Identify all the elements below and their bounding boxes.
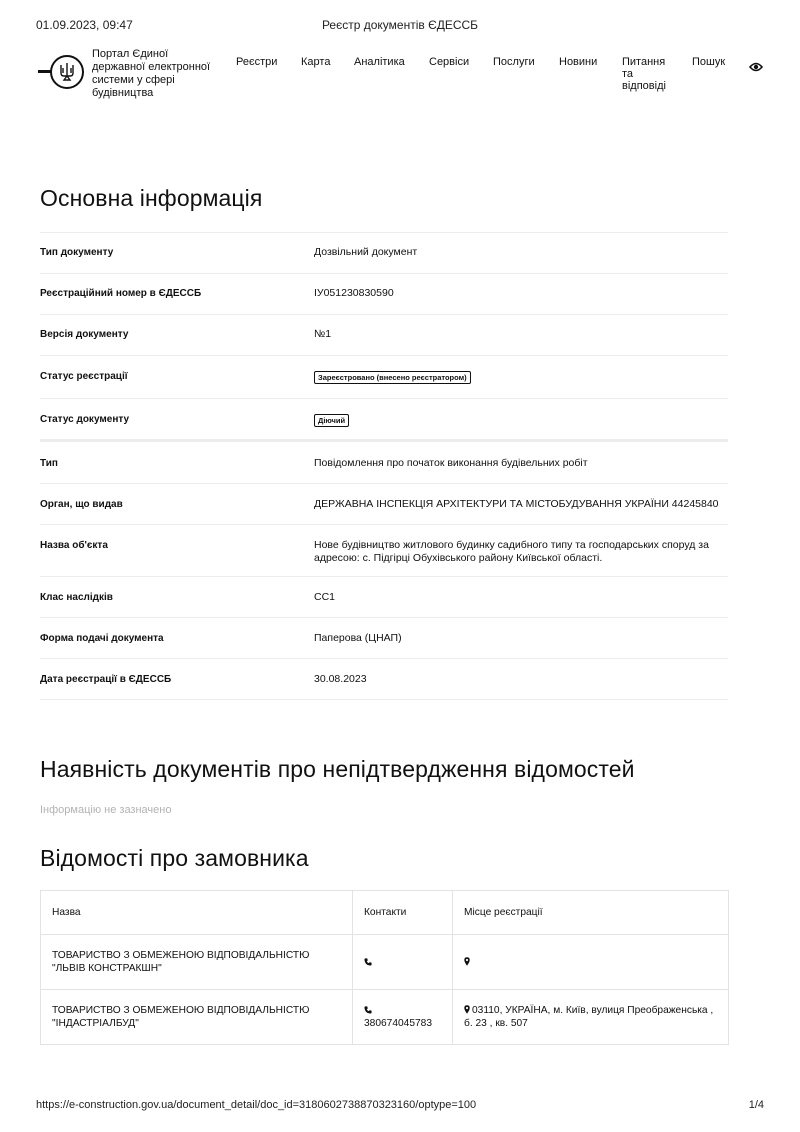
main-info-title: Основна інформація — [40, 185, 263, 211]
info-row — [40, 484, 728, 525]
info-value: Повідомлення про початок виконання будівельних робіт — [314, 457, 588, 469]
customer-place-cell — [453, 990, 729, 1045]
nav-news[interactable]: Новини — [559, 56, 598, 68]
non-confirmation-title: Наявність документів про непідтвердження відомостей — [40, 756, 635, 782]
info-value: 30.08.2023 — [314, 673, 367, 685]
print-title: Реєстр документів ЄДЕССБ — [321, 18, 479, 32]
table-row — [41, 935, 729, 990]
info-value: ІУ051230830590 — [314, 287, 394, 299]
info-value — [314, 371, 726, 384]
column-header-contacts: Контакти — [353, 891, 453, 935]
info-value: СС1 — [314, 591, 336, 603]
nav-search[interactable]: Пошук — [692, 56, 726, 68]
info-label: Тип документу — [40, 247, 114, 258]
print-footer — [36, 1099, 764, 1115]
print-url: https://e-construction.gov.ua/document_detail/doc_id=3180602738870323160/optype=100 — [36, 1099, 477, 1111]
map-pin-icon — [464, 1005, 470, 1014]
customer-contact-cell — [353, 990, 453, 1045]
info-label: Дата реєстрації в ЄДЕССБ — [40, 674, 172, 685]
column-header-registration-place: Місце реєстрації — [453, 891, 729, 935]
map-pin-icon — [464, 957, 470, 966]
site-header — [0, 48, 800, 108]
info-row — [40, 399, 728, 442]
portal-logo[interactable] — [38, 55, 86, 89]
nav-faq[interactable]: Питання та відповіді — [622, 56, 666, 92]
nav-analytics[interactable]: Аналітика — [354, 56, 405, 68]
nav-registries[interactable]: Реєстри — [236, 56, 278, 68]
info-row — [40, 525, 728, 577]
customer-contact-cell — [353, 935, 453, 990]
info-value: Дозвільний документ — [314, 246, 418, 258]
table-header-row — [41, 891, 729, 935]
customer-table — [40, 890, 729, 1045]
info-value: №1 — [314, 328, 332, 340]
info-row — [40, 577, 728, 618]
info-row — [40, 274, 728, 315]
info-value: ДЕРЖАВНА ІНСПЕКЦІЯ АРХІТЕКТУРИ ТА МІСТОБУДУВАННЯ УКРАЇНИ 44245840 — [314, 498, 719, 510]
customer-place-cell — [453, 935, 729, 990]
info-value: Паперова (ЦНАП) — [314, 632, 402, 644]
info-row — [40, 315, 728, 356]
print-page-number: 1/4 — [748, 1099, 764, 1111]
portal-name[interactable]: Портал Єдиної державної електронної системи у сфері будівництва — [92, 48, 211, 99]
info-label: Версія документу — [40, 329, 129, 340]
info-row — [40, 618, 728, 659]
info-label: Тип — [40, 458, 58, 469]
customer-name: ТОВАРИСТВО З ОБМЕЖЕНОЮ ВІДПОВІДАЛЬНІСТЮ "ІНДАСТРІАЛБУД" — [41, 990, 353, 1045]
registration-status-badge: Зареєстровано (внесено реєстратором) — [314, 371, 471, 384]
info-label: Форма подачі документа — [40, 633, 164, 644]
column-header-name: Назва — [41, 891, 353, 935]
phone-icon — [364, 958, 372, 966]
main-info-table — [40, 232, 728, 700]
eye-icon[interactable] — [749, 62, 763, 72]
info-value — [314, 414, 726, 427]
info-row — [40, 659, 728, 700]
info-label: Назва об'єкта — [40, 540, 108, 551]
info-row — [40, 233, 728, 274]
info-label: Статус реєстрації — [40, 371, 128, 382]
document-status-badge: Діючий — [314, 414, 349, 427]
info-label: Орган, що видав — [40, 499, 123, 510]
nav-services[interactable]: Сервіси — [429, 56, 470, 68]
customer-title: Відомості про замовника — [40, 845, 309, 871]
info-row — [40, 356, 728, 399]
customer-contact[interactable]: 380674045783 — [364, 1018, 432, 1029]
non-confirmation-note: Інформацію не зазначено — [40, 804, 172, 816]
info-row — [40, 442, 728, 484]
info-value: Нове будівництво житлового будинку садибного типу та господарських споруд за адресою: с. Підгірці Обухівського району Київської області. — [314, 539, 709, 564]
trident-logo-icon — [58, 62, 76, 82]
print-datetime: 01.09.2023, 09:47 — [36, 18, 133, 32]
print-header — [36, 18, 764, 34]
phone-icon — [364, 1006, 372, 1014]
table-row — [41, 990, 729, 1045]
customer-place: 03110, УКРАЇНА, м. Київ, вулиця Преображенська , б. 23 , кв. 507 — [464, 1005, 714, 1029]
info-label: Статус документу — [40, 414, 130, 425]
customer-name: ТОВАРИСТВО З ОБМЕЖЕНОЮ ВІДПОВІДАЛЬНІСТЮ "ЛЬВІВ КОНСТРАКШН" — [41, 935, 353, 990]
nav-public-services[interactable]: Послуги — [493, 56, 535, 68]
nav-map[interactable]: Карта — [301, 56, 331, 68]
info-label: Клас наслідків — [40, 592, 113, 603]
info-label: Реєстраційний номер в ЄДЕССБ — [40, 288, 202, 299]
